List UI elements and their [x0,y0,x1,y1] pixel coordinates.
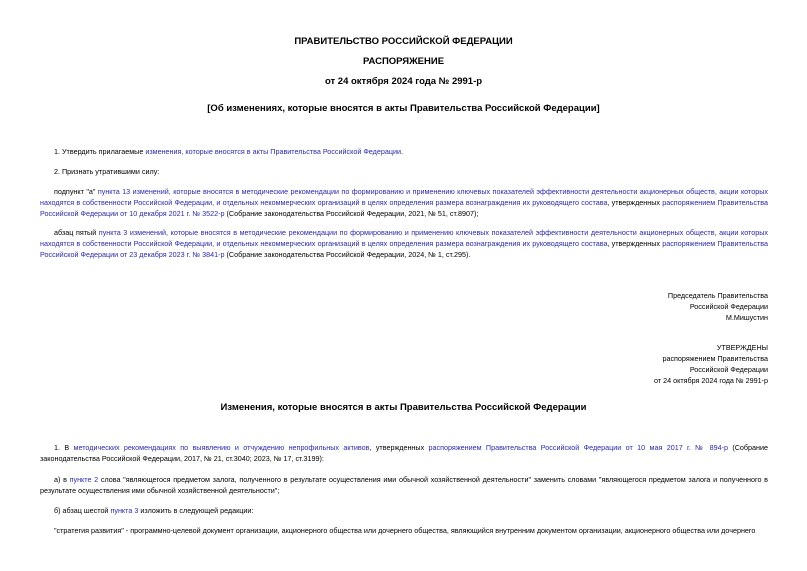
paragraph-3 [40,186,768,219]
paragraph-2: 2. Признать утратившими силу: [54,167,160,176]
c3-link[interactable]: пункта 3 [110,506,139,515]
change-3 [40,505,768,516]
c1-end: (Собрание законодательства Российской Федерации, 2017, № 21, ст.3040; 2023, № 17, ст.3199): [40,443,769,463]
approval-line-2: распоряжением Правительства [662,354,768,363]
p4-end: (Собрание законодательства Российской Федерации, 2024, № 1, ст.295). [224,250,471,259]
c1-link-2[interactable]: распоряжением Правительства Российской Федерации от 10 мая 2017 г. № 894-р [428,443,728,452]
approval-line-3: Российской Федерации [689,365,768,374]
p4-mid: , утвержденных [607,239,663,248]
signature-block [668,290,768,323]
doc-title: [Об изменениях, которые вносятся в акты Правительства Российской Федерации] [207,103,600,114]
signature-line-1: Председатель Правительства [667,291,768,300]
paragraph-1 [40,146,768,157]
p4-link-2[interactable]: распоряжением Правительства Российской Федерации от 23 декабря 2023 г. № 3841-р [40,239,768,259]
approval-line-4: от 24 октября 2024 года № 2991-р [653,376,768,385]
p4-pre: абзац пятый [54,228,99,237]
p4-link-1[interactable]: пункта 3 изменений, которые вносятся в методические рекомендации по формированию и применению ключевых показателей эффективности деятельности акционерных обществ, акции которых находятся в собственности Российской Федерации, и отдельных некоммерческих организаций в целях определения размера вознаграждения их руководящего состава [40,228,768,248]
approval-block [654,342,768,386]
doc-type: РАСПОРЯЖЕНИЕ [362,56,445,67]
c1-pre: 1. В [54,443,74,452]
c2-pre: а) в [54,475,70,484]
c3-end: изложить в следующей редакции: [138,506,254,515]
change-1 [40,442,768,464]
change-4: "стратегия развития" - программно-целевой документ организации, акционерного общества или дочернего общества, являющийся внутренним документом организации, акционерного общества или дочернего [54,526,756,535]
signature-line-2: Российской Федерации [689,302,768,311]
c2-link[interactable]: пункте 2 [69,475,99,484]
p3-link-1[interactable]: пункта 13 изменений, которые вносятся в методические рекомендации по формированию и применению ключевых показателей эффективности деятельности акционерных обществ, акции которых находятся в собственности Российской Федерации, и отдельных некоммерческих организаций в целях определения размера вознаграждения их руководящего состава [40,187,768,207]
p1-end: . [400,147,403,156]
c1-link-1[interactable]: методических рекомендациях по выявлению и отчуждению непрофильных активов [73,443,370,452]
change-2 [40,474,768,496]
p3-end: (Собрание законодательства Российской Федерации, 2021, № 51, ст.8907); [224,209,479,218]
approval-line-1: УТВЕРЖДЕНЫ [716,343,768,352]
c1-mid: , утвержденных [369,443,429,452]
org-header: ПРАВИТЕЛЬСТВО РОССИЙСКОЙ ФЕДЕРАЦИИ [294,36,513,47]
p3-pre: подпункт "а" [54,187,98,196]
p1-link[interactable]: изменения, которые вносятся в акты Правительства Российской Федерации [145,147,401,156]
c2-end: слова "являющегося предметом залога, полученного в результате осуществления ими обычной хозяйственной деятельности" заменить словами "являющегося предметом залога и полученного в результате осуществления ими обычной хозяйственной деятельности"; [40,475,768,495]
paragraph-4 [40,227,768,260]
c3-pre: б) абзац шестой [54,506,111,515]
changes-title: Изменения, которые вносятся в акты Правительства Российской Федерации [220,402,587,413]
signature-line-3: М.Мишустин [725,313,768,322]
p3-mid: , утвержденных [607,198,663,207]
p1-text: 1. Утвердить прилагаемые [54,147,146,156]
doc-date: от 24 октября 2024 года № 2991-р [324,76,483,87]
p3-link-2[interactable]: распоряжением Правительства Российской Федерации от 10 декабря 2021 г. № 3522-р [40,198,768,218]
